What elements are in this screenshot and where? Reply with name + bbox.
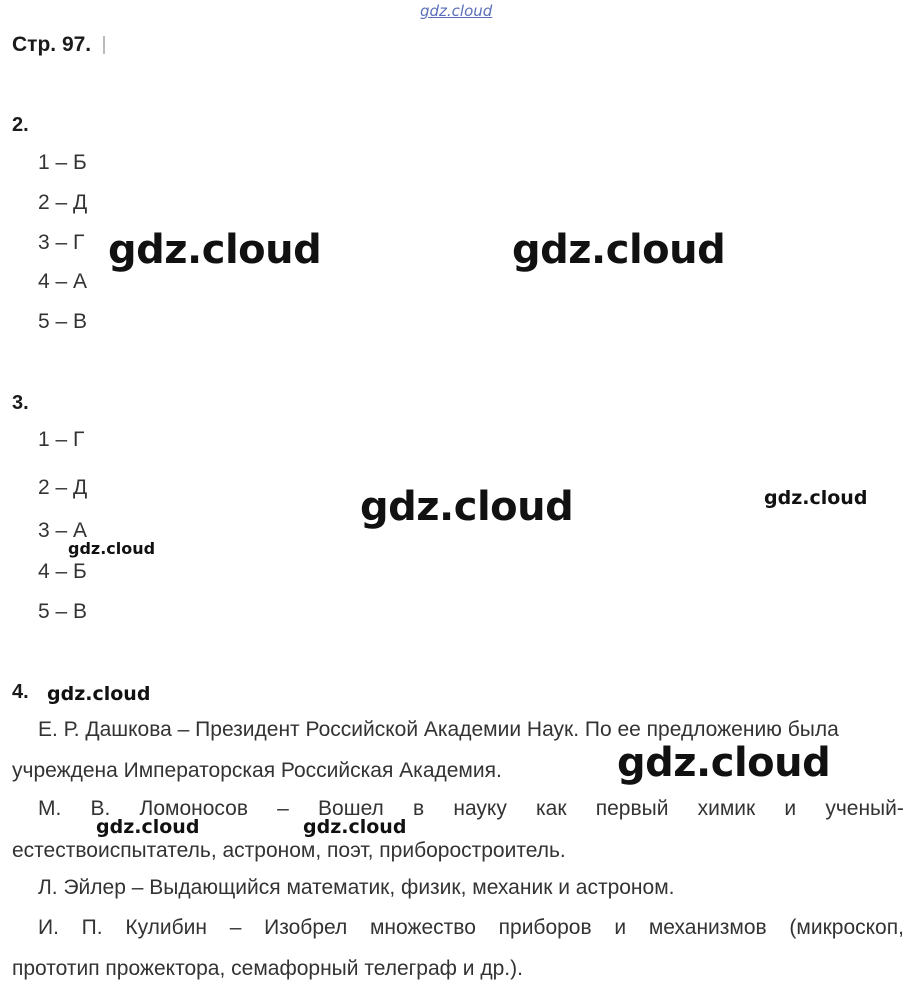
word: и — [784, 797, 797, 820]
word: Вошел — [318, 797, 384, 820]
watermark: gdz.cloud — [96, 816, 200, 838]
word: ученый- — [825, 797, 904, 820]
section-2-item-4: 4 – А — [38, 270, 88, 293]
page-title: Стр. 97. — [12, 33, 92, 56]
section-2-item-3: 3 – Г — [38, 231, 85, 254]
dashkova-line-1: Е. Р. Дашкова – Президент Российской Академии Наук. По ее предложению была — [38, 718, 839, 741]
word: Ломоносов — [139, 797, 248, 820]
euler-line-1: Л. Эйлер – Выдающийся математик, физик, механик и астроном. — [38, 876, 675, 899]
text-cursor-artifact — [103, 36, 105, 54]
word: химик — [697, 797, 756, 820]
watermark: gdz.cloud — [512, 227, 726, 273]
watermark-top: gdz.cloud — [420, 2, 493, 20]
word: М. — [38, 797, 62, 820]
word: (микроскоп, — [789, 916, 904, 939]
section-3-item-2: 2 – Д — [38, 476, 88, 499]
word: приборов — [498, 916, 592, 939]
word: П. — [81, 916, 103, 939]
kulibin-line-1 — [38, 916, 904, 940]
word: множество — [369, 916, 476, 939]
watermark: gdz.cloud — [764, 487, 868, 509]
word: Изобрел — [264, 916, 348, 939]
word: – — [229, 916, 242, 939]
section-3-item-3: 3 – А — [38, 519, 88, 542]
section-2-item-5: 5 – В — [38, 310, 88, 333]
word: в — [413, 797, 425, 820]
section-2-number: 2. — [12, 114, 29, 136]
word: как — [536, 797, 567, 820]
watermark: gdz.cloud — [108, 227, 322, 273]
section-4-number: 4. — [12, 681, 29, 703]
section-3-item-4: 4 – Б — [38, 560, 87, 583]
word: науку — [453, 797, 507, 820]
section-2-item-2: 2 – Д — [38, 191, 88, 214]
section-3-item-5: 5 – В — [38, 600, 88, 623]
word: Кулибин — [125, 916, 207, 939]
section-3-number: 3. — [12, 392, 29, 414]
word: механизмов — [648, 916, 767, 939]
word: И. — [38, 916, 59, 939]
word: – — [277, 797, 289, 820]
word: и — [614, 916, 627, 939]
watermark: gdz.cloud — [68, 539, 156, 558]
watermark: gdz.cloud — [360, 484, 574, 530]
watermark: gdz.cloud — [617, 740, 831, 786]
word: первый — [595, 797, 669, 820]
kulibin-line-2: прототип прожектора, семафорный телеграф и др.). — [12, 957, 523, 980]
dashkova-line-2: учреждена Императорская Российская Академия. — [12, 759, 502, 782]
section-2-item-1: 1 – Б — [38, 151, 87, 174]
word: В. — [90, 797, 111, 820]
lomonosov-line-2: естествоиспытатель, астроном, поэт, приборостроитель. — [12, 839, 566, 862]
watermark: gdz.cloud — [47, 683, 151, 705]
section-3-item-1: 1 – Г — [38, 428, 85, 451]
watermark: gdz.cloud — [303, 816, 407, 838]
